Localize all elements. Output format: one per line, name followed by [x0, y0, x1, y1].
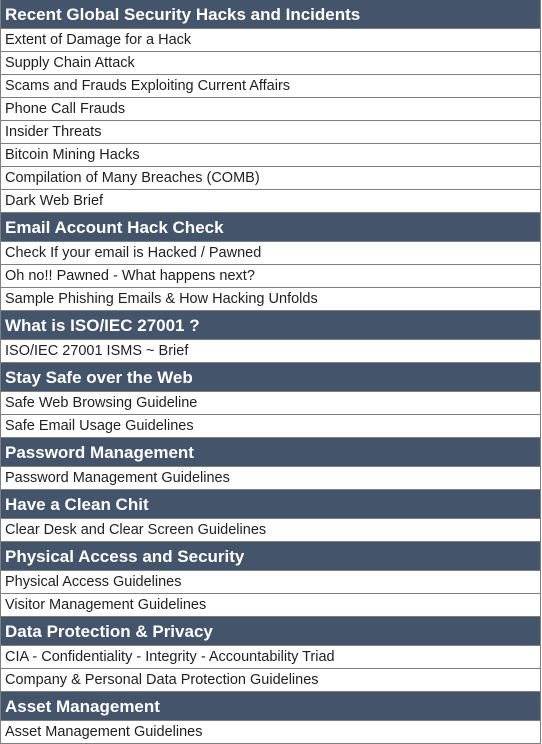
topic-link[interactable]: Extent of Damage for a Hack [1, 29, 540, 52]
section-group [1, 617, 540, 692]
topic-link[interactable]: Bitcoin Mining Hacks [1, 144, 540, 167]
section-group [1, 490, 540, 542]
topic-link[interactable]: Clear Desk and Clear Screen Guidelines [1, 519, 540, 542]
topic-link[interactable]: CIA - Confidentiality - Integrity - Accountability Triad [1, 646, 540, 669]
topic-link[interactable]: Dark Web Brief [1, 190, 540, 213]
topic-link[interactable]: Sample Phishing Emails & How Hacking Unfolds [1, 288, 540, 311]
section-header: Password Management [1, 438, 540, 467]
topic-link[interactable]: Oh no!! Pawned - What happens next? [1, 265, 540, 288]
topic-link[interactable]: Supply Chain Attack [1, 52, 540, 75]
topic-link[interactable]: Check If your email is Hacked / Pawned [1, 242, 540, 265]
section-group [1, 438, 540, 490]
section-header: Data Protection & Privacy [1, 617, 540, 646]
topic-link[interactable]: Asset Management Guidelines [1, 721, 540, 744]
section-group [1, 363, 540, 438]
topic-link[interactable]: Scams and Frauds Exploiting Current Affairs [1, 75, 540, 98]
section-header: Physical Access and Security [1, 542, 540, 571]
section-header: Have a Clean Chit [1, 490, 540, 519]
section-group [1, 213, 540, 311]
topic-link[interactable]: Company & Personal Data Protection Guidelines [1, 669, 540, 692]
topic-link[interactable]: Physical Access Guidelines [1, 571, 540, 594]
topic-link[interactable]: Password Management Guidelines [1, 467, 540, 490]
topic-link[interactable]: Safe Web Browsing Guideline [1, 392, 540, 415]
section-group [1, 692, 540, 744]
section-header: Recent Global Security Hacks and Incidents [1, 0, 540, 29]
topic-link[interactable]: Insider Threats [1, 121, 540, 144]
section-header: Stay Safe over the Web [1, 363, 540, 392]
section-header: What is ISO/IEC 27001 ? [1, 311, 540, 340]
topic-link[interactable]: ISO/IEC 27001 ISMS ~ Brief [1, 340, 540, 363]
section-header: Email Account Hack Check [1, 213, 540, 242]
section-group [1, 0, 540, 213]
topic-link[interactable]: Safe Email Usage Guidelines [1, 415, 540, 438]
topic-link[interactable]: Compilation of Many Breaches (COMB) [1, 167, 540, 190]
section-header: Asset Management [1, 692, 540, 721]
section-group [1, 311, 540, 363]
section-group [1, 542, 540, 617]
topic-link[interactable]: Visitor Management Guidelines [1, 594, 540, 617]
topic-link[interactable]: Phone Call Frauds [1, 98, 540, 121]
